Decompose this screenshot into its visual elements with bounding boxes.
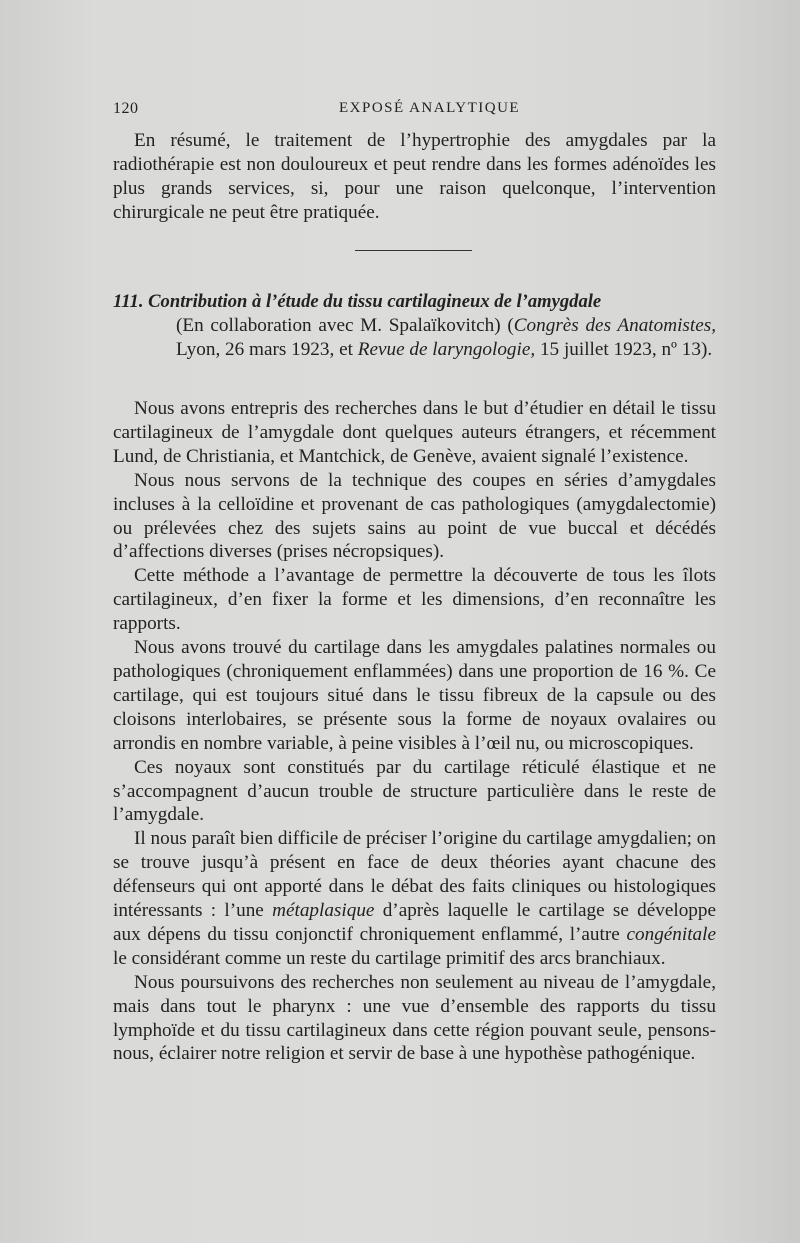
entry-ref-journal2: Revue de laryngologie, (357, 338, 536, 360)
entry-ref-part3: 15 juillet 1923, nº 13). (535, 338, 713, 360)
paragraph-segment: le considérant comme un reste du cartilage primitif des arcs branchiaux. (113, 947, 666, 969)
body-text (113, 397, 716, 1066)
entry-ref-part1: (En collaboration avec M. Spalaïkovitch) ( (176, 314, 514, 336)
entry-ref-journal1: Congrès des Anatomistes, (513, 314, 716, 336)
paragraph: Ces noyaux sont constitués par du cartilage réticulé élastique et ne s’accompagnent d’aucun trouble de structure particulière dans le reste de l’amygdale. (113, 756, 716, 826)
section-separator (355, 250, 472, 251)
paragraph: Nous avons trouvé du cartilage dans les amygdales palatines normales ou pathologiques (chroniquement enflammées) dans une proportion de 16 %. Ce cartilage, qui est toujours situé dans le tissu fibreux de la capsule ou des cloisons interlobaires, se présente sous la forme de noyaux ovalaires ou arrondis en nombre variable, à peine visibles à l’œil nu, ou microscopiques. (113, 637, 716, 754)
running-head (113, 100, 713, 122)
entry-number: 111. (113, 291, 144, 312)
entry-title-line (113, 290, 716, 314)
entry-heading (113, 290, 716, 362)
intro-section (113, 129, 716, 225)
entry-title: Contribution à l’étude du tissu cartilagineux de l’amygdale (148, 291, 602, 312)
paragraph: Cette méthode a l’avantage de permettre la découverte de tous les îlots cartilagineux, d’en fixer la forme et les dimensions, d’en reconnaître les rapports. (113, 565, 716, 635)
paragraph-segment: d’après laquelle le cartilage se développe aux dépens du tissu conjonctif chroniquement enflammé, l’autre (113, 900, 716, 945)
emphasis-term: congénitale (626, 923, 716, 945)
paragraph-segment: Il nous paraît bien difficile de préciser l’origine du cartilage amygdalien; on se trouve jusqu’à présent en face de deux théories ayant chacune des défenseurs qui ont apporté dans le débat des faits cliniques ou histologiques intéressants : l’une (113, 828, 716, 922)
emphasis-term: métaplasique (272, 900, 375, 922)
page-number: 120 (113, 100, 139, 117)
paragraph: Nous avons entrepris des recherches dans le but d’étudier en détail le tissu cartilagineux de l’amygdale dont quelques auteurs étrangers, et récemment Lund, de Christiania, et Mantchick, de Genève, avaient signalé l’existence. (113, 398, 716, 467)
intro-paragraph: En résumé, le traitement de l’hypertrophie des amygdales par la radiothérapie est non douloureux et peut rendre dans les formes adénoïdes les plus grands services, si, pour une raison quelconque, l’intervention chirurgicale ne peut être pratiquée. (113, 130, 716, 223)
paragraph: Nous poursuivons des recherches non seulement au niveau de l’amygdale, mais dans tout le pharynx : une vue d’ensemble des rapports du tissu lymphoïde et du tissu cartilagineux dans cette région pouvant seule, pensons-nous, éclairer notre religion et servir de base à une hypothèse pathogénique. (113, 971, 716, 1065)
entry-reference (176, 314, 716, 362)
running-title: EXPOSÉ ANALYTIQUE (339, 100, 521, 116)
paragraph (113, 827, 716, 970)
paragraph: Nous nous servons de la technique des coupes en séries d’amygdales incluses à la celloïdine et provenant de cas pathologiques (amygdalectomie) ou prélevées chez des sujets sains au point de vue buccal et décédés d’affections diverses (prises nécropsiques). (113, 469, 716, 563)
entry-ref-part2: Lyon, 26 mars 1923, et (176, 338, 358, 360)
